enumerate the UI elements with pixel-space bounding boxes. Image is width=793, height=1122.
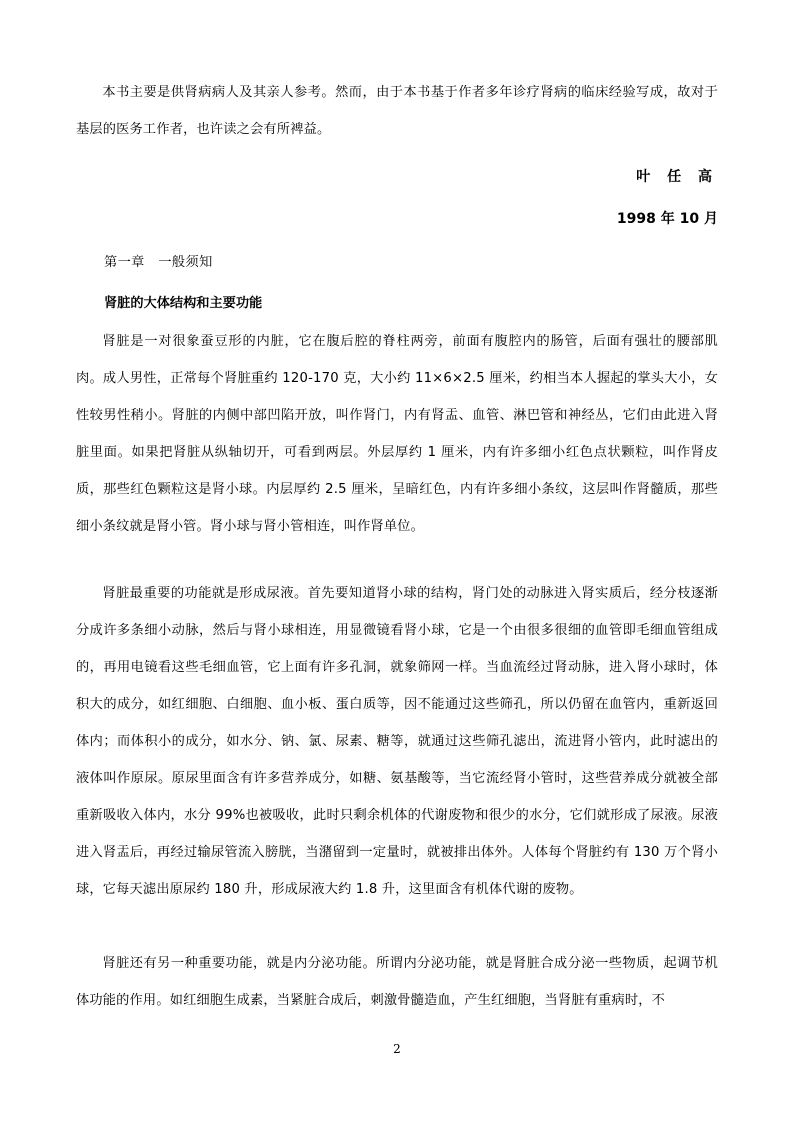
preface-paragraph: 本书主要是供肾病病人及其亲人参考。然而，由于本书基于作者多年诊疗肾病的临床经验写成，故对于基层的医务工作者，也许读之会有所裨益。: [76, 85, 718, 137]
chapter-title: 第一章 一般须知: [104, 255, 213, 270]
preface-author: 叶 任 高: [636, 169, 718, 185]
body-paragraph-structure: 肾脏是一对很象蚕豆形的内脏，它在腹后腔的脊柱两旁，前面有腹腔内的肠管，后面有强壮的腰部肌肉。成人男性，正常每个肾脏重约 120-170 克，大小约 11×6×2.5 厘米，约相当本人握起的掌头大小，女性较男性稍小。肾脏的内侧中部凹陷开放，叫作肾门，内有肾盂、血管、淋巴管和神经丛，它们由此进入肾脏里面。如果把肾脏从纵轴切开，可看到两层。外层厚约 1 厘米，内有许多细小红色点状颗粒，叫作肾皮质，那些红色颗粒这是肾小球。内层厚约 2.5 厘米，呈暗红色，内有许多细小条纹，这层叫作肾髓质，那些细小条纹就是肾小管。肾小球与肾小管相连，叫作肾单位。: [76, 334, 718, 534]
section-title: 肾脏的大体结构和主要功能: [104, 296, 263, 311]
body-paragraph-endocrine: 肾脏还有另一种重要功能，就是内分泌功能。所谓内分泌功能，就是肾脏合成分泌一些物质，起调节机体功能的作用。如红细胞生成素，当紧脏合成后，刺激骨髓造血，产生红细胞，当肾脏有重病时，不: [76, 956, 718, 1008]
preface-date: 1998 年 10 月: [616, 211, 718, 227]
body-paragraph-urine-formation: 肾脏最重要的功能就是形成尿液。首先要知道肾小球的结构，肾门处的动脉进入肾实质后，经分枝逐渐分成许多条细小动脉，然后与肾小球相连，用显微镜看肾小球，它是一个由很多很细的血管即毛细血管组成的，再用电镜看这些毛细血管，它上面有许多孔洞，就象筛网一样。当血流经过肾动脉，进入肾小球时，体积大的成分，如红细胞、白细胞、血小板、蛋白质等，因不能通过这些筛孔，所以仍留在血管内，重新返回体内；而体积小的成分，如水分、钠、氯、尿素、糖等，就通过这些筛孔滤出，流进肾小管内，此时滤出的液体叫作原尿。原尿里面含有许多营养成分，如糖、氨基酸等，当它流经肾小管时，这些营养成分就被全部重新吸收入体内，水分 99%也被吸收，此时只剩余机体的代谢废物和很少的水分，它们就形成了尿液。尿液进入肾盂后，再经过输尿管流入膀胱，当潴留到一定量时，就被排出体外。人体每个肾脏约有 130 万个肾小球，它每天滤出原尿约 180 升，形成尿液大约 1.8 升，这里面含有机体代谢的废物。: [76, 586, 718, 897]
document-page: [76, 0, 718, 1122]
page-number: 2: [393, 1042, 401, 1056]
